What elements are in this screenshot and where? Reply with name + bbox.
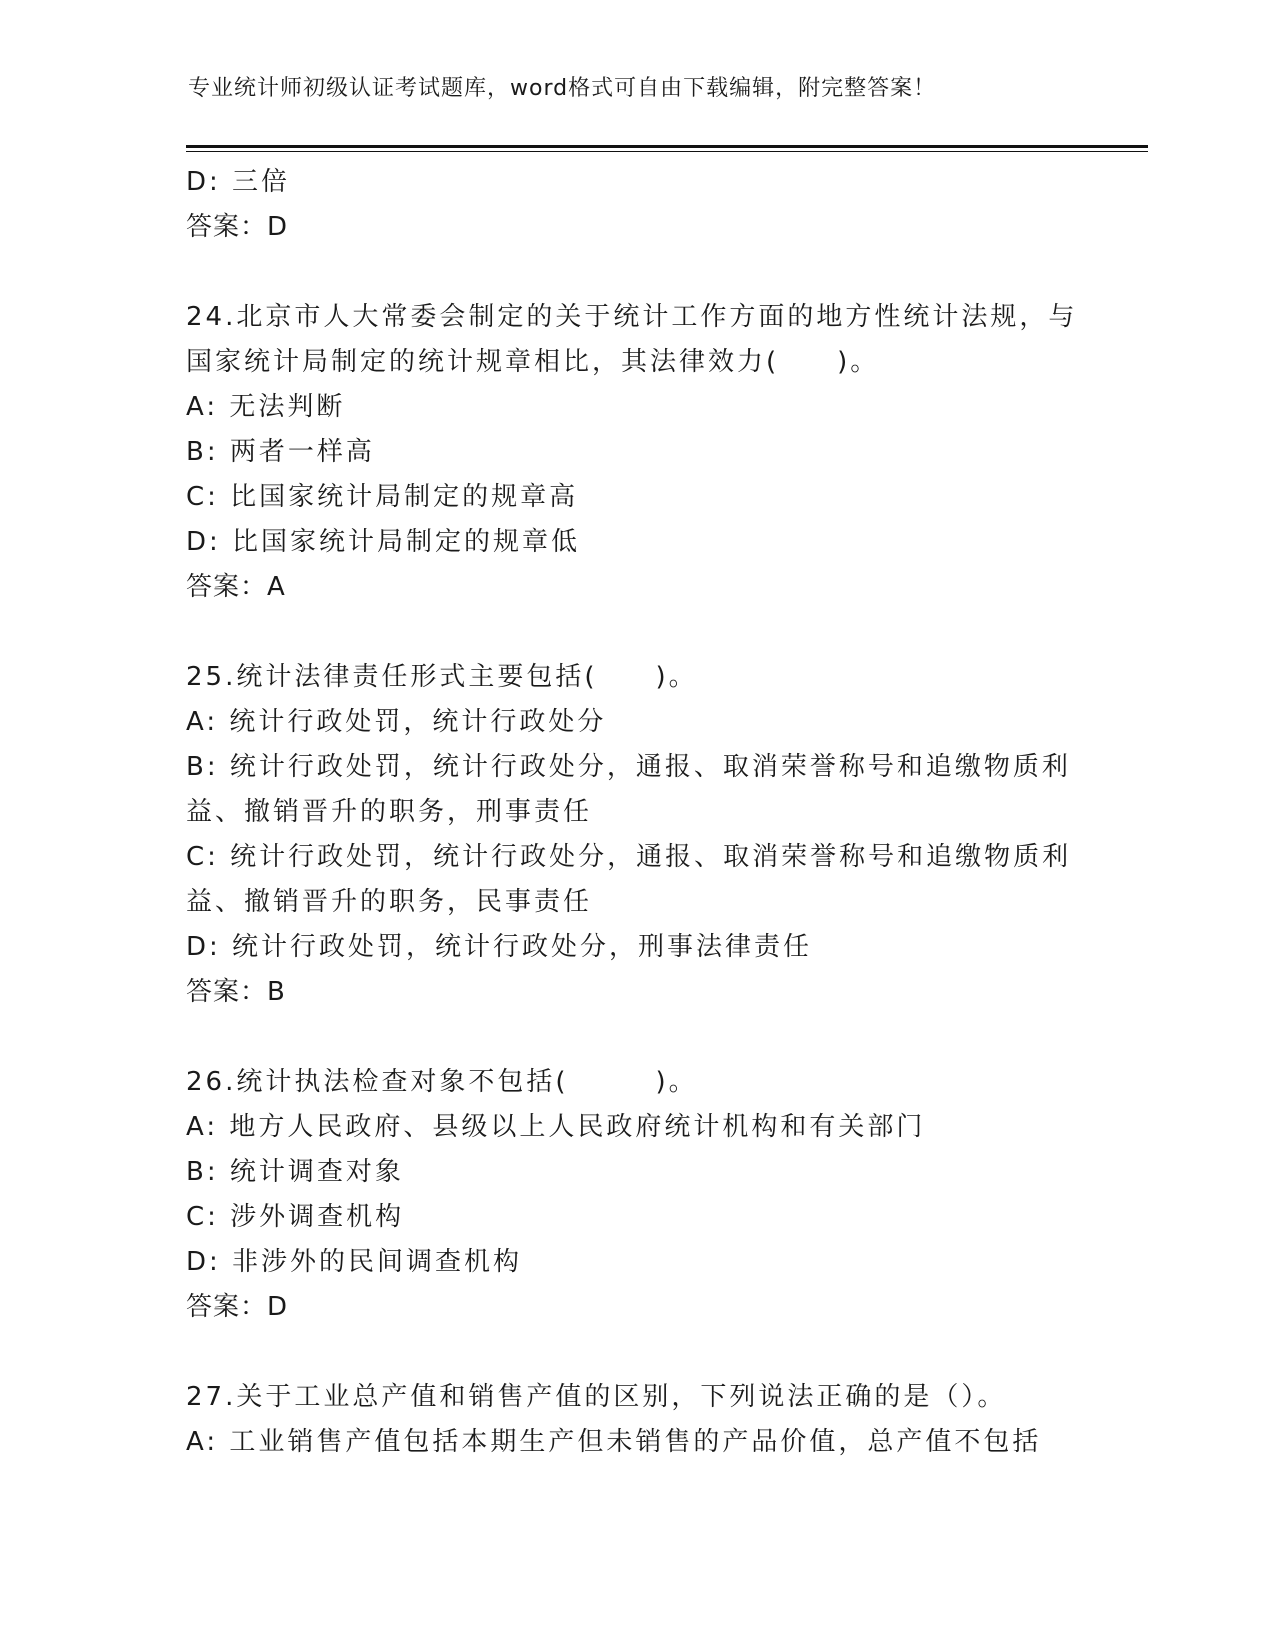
question-content (186, 160, 1086, 1465)
header-rule-thin (186, 151, 1148, 152)
option-a: A: 无法判断 (186, 392, 346, 422)
question-stem: 24.北京市人大常委会制定的关于统计工作方面的地方性统计法规，与 (186, 302, 1078, 332)
answer: 答案：D (186, 212, 289, 242)
option-d: D: 比国家统计局制定的规章低 (186, 527, 581, 557)
answer: 答案：B (186, 977, 286, 1007)
page-header: 专业统计师初级认证考试题库，word格式可自由下载编辑，附完整答案！ (188, 76, 937, 101)
spacer (186, 610, 1086, 655)
option-a: A: 统计行政处罚，统计行政处分 (186, 707, 607, 737)
answer: 答案：A (186, 572, 286, 602)
question-stem: 27.关于工业总产值和销售产值的区别，下列说法正确的是（）。 (186, 1382, 1007, 1412)
spacer (186, 1015, 1086, 1060)
option-c-continued: 益、撤销晋升的职务，民事责任 (186, 887, 593, 917)
option-b: B: 统计行政处罚，统计行政处分，通报、取消荣誉称号和追缴物质利 (186, 752, 1071, 782)
option-a: A: 工业销售产值包括本期生产但未销售的产品价值，总产值不包括 (186, 1427, 1042, 1457)
option-a: A: 地方人民政府、县级以上人民政府统计机构和有关部门 (186, 1112, 926, 1142)
question-stem: 国家统计局制定的统计规章相比，其法律效力( )。 (186, 347, 880, 377)
option-d: D: 统计行政处罚，统计行政处分，刑事法律责任 (186, 932, 813, 962)
option-b-continued: 益、撤销晋升的职务，刑事责任 (186, 797, 593, 827)
option-c: C: 统计行政处罚，统计行政处分，通报、取消荣誉称号和追缴物质利 (186, 842, 1072, 872)
question-stem: 26.统计执法检查对象不包括( )。 (186, 1067, 698, 1097)
option-d: D: 三倍 (186, 167, 291, 197)
question-stem: 25.统计法律责任形式主要包括( )。 (186, 662, 698, 692)
header-rule-thick (186, 145, 1148, 148)
option-b: B: 统计调查对象 (186, 1157, 404, 1187)
option-d: D: 非涉外的民间调查机构 (186, 1247, 523, 1277)
spacer (186, 1330, 1086, 1375)
option-c: C: 涉外调查机构 (186, 1202, 405, 1232)
spacer (186, 250, 1086, 295)
option-b: B: 两者一样高 (186, 437, 375, 467)
answer: 答案：D (186, 1292, 289, 1322)
option-c: C: 比国家统计局制定的规章高 (186, 482, 579, 512)
